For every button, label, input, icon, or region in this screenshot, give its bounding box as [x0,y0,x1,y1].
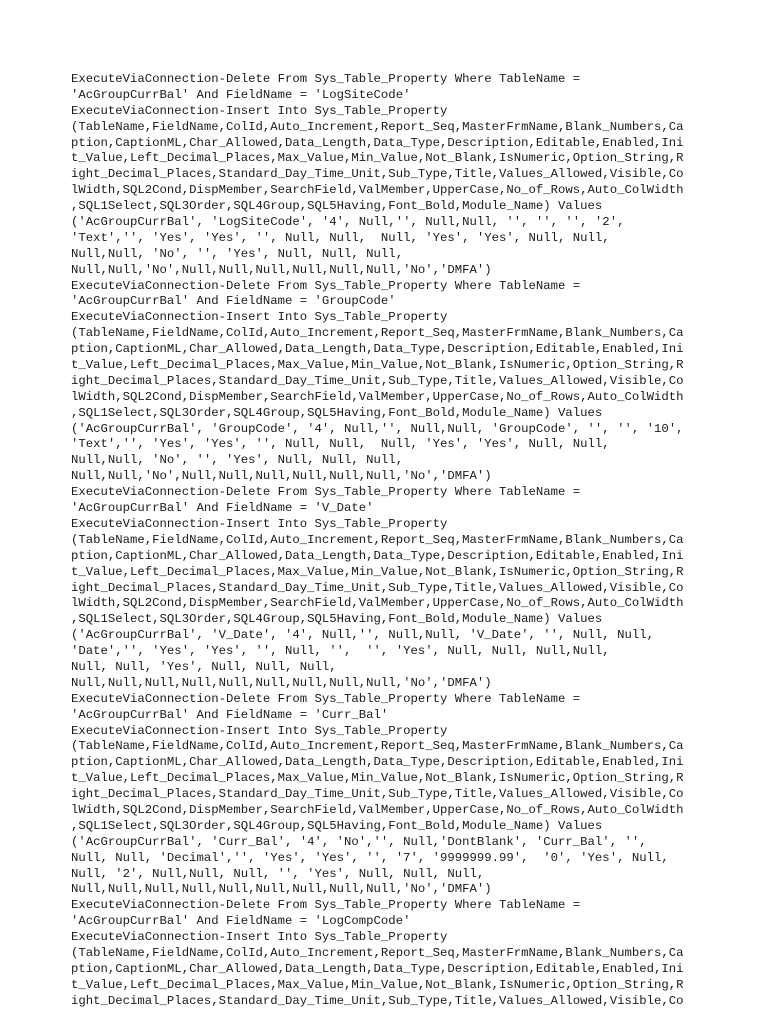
text-line: lWidth,SQL2Cond,DispMember,SearchField,ValMember,UpperCase,No_of_Rows,Auto_ColWidth [71,596,684,611]
text-line: ight_Decimal_Places,Standard_Day_Time_Unit,Sub_Type,Title,Values_Allowed,Visible,Co [71,580,684,595]
text-line: t_Value,Left_Decimal_Places,Max_Value,Min_Value,Not_Blank,IsNumeric,Option_String,R [71,977,684,992]
text-line: t_Value,Left_Decimal_Places,Max_Value,Min_Value,Not_Blank,IsNumeric,Option_String,R [71,771,684,786]
text-line: 'AcGroupCurrBal' And FieldName = 'Curr_Bal' [71,707,389,722]
text-line: ExecuteViaConnection-Insert Into Sys_Table_Property [71,103,448,118]
text-line: t_Value,Left_Decimal_Places,Max_Value,Min_Value,Not_Blank,IsNumeric,Option_String,R [71,358,684,373]
text-line: 'Text','', 'Yes', 'Yes', '', Null, Null, Null, 'Yes', 'Yes', Null, Null, [71,437,610,452]
text-line: (TableName,FieldName,ColId,Auto_Increment,Report_Seq,MasterFrmName,Blank_Numbers,Ca [71,739,684,754]
text-line: lWidth,SQL2Cond,DispMember,SearchField,ValMember,UpperCase,No_of_Rows,Auto_ColWidth [71,183,684,198]
text-line: ExecuteViaConnection-Insert Into Sys_Table_Property [71,930,448,945]
text-line: lWidth,SQL2Cond,DispMember,SearchField,ValMember,UpperCase,No_of_Rows,Auto_ColWidth [71,389,684,404]
text-line: ight_Decimal_Places,Standard_Day_Time_Unit,Sub_Type,Title,Values_Allowed,Visible,Co [71,993,684,1008]
text-line: lWidth,SQL2Cond,DispMember,SearchField,ValMember,UpperCase,No_of_Rows,Auto_ColWidth [71,802,684,817]
text-line: 'AcGroupCurrBal' And FieldName = 'LogSiteCode' [71,87,411,102]
text-line: 'Date','', 'Yes', 'Yes', '', Null, '', '', 'Yes', Null, Null, Null,Null, [71,644,610,659]
text-line: ('AcGroupCurrBal', 'LogSiteCode', '4', Null,'', Null,Null, '', '', '', '2', [71,215,625,230]
text-line: Null,Null,'No',Null,Null,Null,Null,Null,Null,'No','DMFA') [71,262,492,277]
text-line: ,SQL1Select,SQL3Order,SQL4Group,SQL5Having,Font_Bold,Module_Name) Values [71,405,603,420]
text-line: Null,Null, 'No', '', 'Yes', Null, Null, Null, [71,246,404,261]
text-line: Null, Null, 'Yes', Null, Null, Null, [71,659,337,674]
text-line: ight_Decimal_Places,Standard_Day_Time_Unit,Sub_Type,Title,Values_Allowed,Visible,Co [71,167,684,182]
text-line: (TableName,FieldName,ColId,Auto_Increment,Report_Seq,MasterFrmName,Blank_Numbers,Ca [71,532,684,547]
text-line: ExecuteViaConnection-Delete From Sys_Table_Property Where TableName = [71,72,581,86]
text-line: Null,Null,Null,Null,Null,Null,Null,Null,Null,'No','DMFA') [71,882,492,897]
text-line: ption,CaptionML,Char_Allowed,Data_Length,Data_Type,Description,Editable,Enabled,Ini [71,548,684,563]
text-line: 'AcGroupCurrBal' And FieldName = 'LogCompCode' [71,914,411,929]
text-line: t_Value,Left_Decimal_Places,Max_Value,Min_Value,Not_Blank,IsNumeric,Option_String,R [71,151,684,166]
document-page [71,72,701,1010]
text-line: ExecuteViaConnection-Delete From Sys_Table_Property Where TableName = [71,485,581,500]
text-line: ExecuteViaConnection-Insert Into Sys_Table_Property [71,723,448,738]
text-line: ption,CaptionML,Char_Allowed,Data_Length,Data_Type,Description,Editable,Enabled,Ini [71,135,684,150]
text-line: (TableName,FieldName,ColId,Auto_Increment,Report_Seq,MasterFrmName,Blank_Numbers,Ca [71,326,684,341]
text-line: ExecuteViaConnection-Delete From Sys_Table_Property Where TableName = [71,691,581,706]
text-line: ption,CaptionML,Char_Allowed,Data_Length,Data_Type,Description,Editable,Enabled,Ini [71,961,684,976]
text-line: ight_Decimal_Places,Standard_Day_Time_Unit,Sub_Type,Title,Values_Allowed,Visible,Co [71,373,684,388]
text-line: Null,Null,Null,Null,Null,Null,Null,Null,Null,'No','DMFA') [71,675,492,690]
text-line: Null, Null, 'Decimal','', 'Yes', 'Yes', '', '7', '9999999.99', '0', 'Yes', Null, [71,850,669,865]
text-line: Null, '2', Null,Null, Null, '', 'Yes', Null, Null, Null, [71,866,485,881]
text-line: Null,Null,'No',Null,Null,Null,Null,Null,Null,'No','DMFA') [71,469,492,484]
text-line: Null,Null, 'No', '', 'Yes', Null, Null, Null, [71,453,404,468]
text-line: ption,CaptionML,Char_Allowed,Data_Length,Data_Type,Description,Editable,Enabled,Ini [71,342,684,357]
text-line: (TableName,FieldName,ColId,Auto_Increment,Report_Seq,MasterFrmName,Blank_Numbers,Ca [71,119,684,134]
text-line: ('AcGroupCurrBal', 'V_Date', '4', Null,'', Null,Null, 'V_Date', '', Null, Null, [71,628,654,643]
text-line: ption,CaptionML,Char_Allowed,Data_Length,Data_Type,Description,Editable,Enabled,Ini [71,755,684,770]
text-line: ight_Decimal_Places,Standard_Day_Time_Unit,Sub_Type,Title,Values_Allowed,Visible,Co [71,787,684,802]
text-line: t_Value,Left_Decimal_Places,Max_Value,Min_Value,Not_Blank,IsNumeric,Option_String,R [71,564,684,579]
text-line: ,SQL1Select,SQL3Order,SQL4Group,SQL5Having,Font_Bold,Module_Name) Values [71,818,603,833]
text-line: ,SQL1Select,SQL3Order,SQL4Group,SQL5Having,Font_Bold,Module_Name) Values [71,199,603,214]
text-line: ,SQL1Select,SQL3Order,SQL4Group,SQL5Having,Font_Bold,Module_Name) Values [71,612,603,627]
text-line: (TableName,FieldName,ColId,Auto_Increment,Report_Seq,MasterFrmName,Blank_Numbers,Ca [71,945,684,960]
text-line: ExecuteViaConnection-Delete From Sys_Table_Property Where TableName = [71,278,581,293]
text-line: 'AcGroupCurrBal' And FieldName = 'V_Date' [71,501,374,516]
text-line: 'Text','', 'Yes', 'Yes', '', Null, Null, Null, 'Yes', 'Yes', Null, Null, [71,230,610,245]
text-line: ExecuteViaConnection-Insert Into Sys_Table_Property [71,516,448,531]
text-line: ExecuteViaConnection-Delete From Sys_Table_Property Where TableName = [71,898,581,913]
text-line: ('AcGroupCurrBal', 'Curr_Bal', '4', 'No','', Null,'DontBlank', 'Curr_Bal', '', [71,834,647,849]
text-line: 'AcGroupCurrBal' And FieldName = 'GroupCode' [71,294,396,309]
text-line: ('AcGroupCurrBal', 'GroupCode', '4', Null,'', Null,Null, 'GroupCode', '', '', '10', [71,421,684,436]
text-line: ExecuteViaConnection-Insert Into Sys_Table_Property [71,310,448,325]
